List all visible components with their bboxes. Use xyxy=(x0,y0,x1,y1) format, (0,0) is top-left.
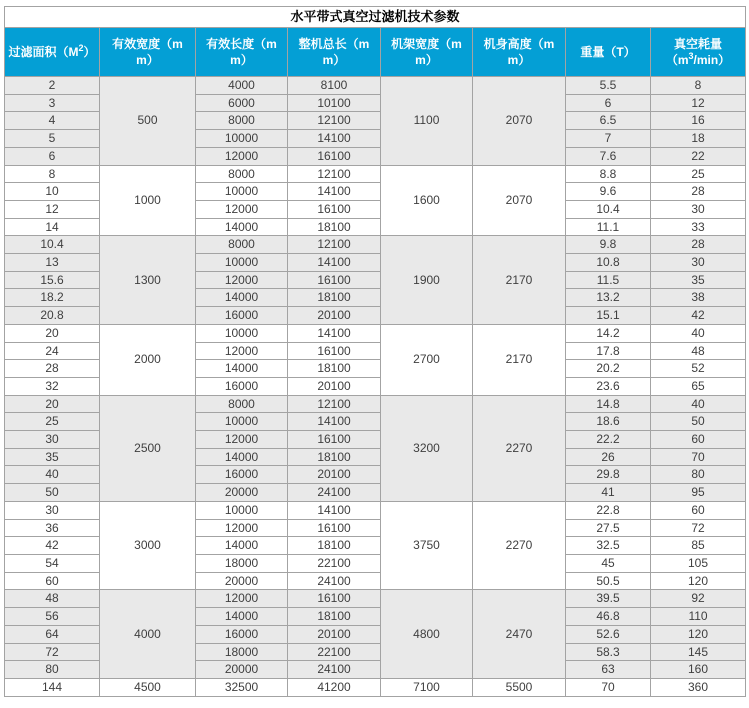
cell-effective-length: 6000 xyxy=(196,94,288,112)
cell-filter-area: 60 xyxy=(5,572,100,590)
cell-total-length: 24100 xyxy=(288,484,381,502)
cell-weight: 14.8 xyxy=(566,395,651,413)
cell-weight: 46.8 xyxy=(566,608,651,626)
cell-total-length: 16100 xyxy=(288,519,381,537)
cell-total-length: 16100 xyxy=(288,147,381,165)
cell-vacuum: 72 xyxy=(651,519,746,537)
spec-row xyxy=(5,501,746,519)
cell-vacuum: 120 xyxy=(651,572,746,590)
cell-filter-area: 13 xyxy=(5,254,100,272)
cell-filter-area: 14 xyxy=(5,218,100,236)
cell-effective-width: 500 xyxy=(100,77,196,166)
cell-effective-length: 18000 xyxy=(196,643,288,661)
cell-filter-area: 64 xyxy=(5,625,100,643)
cell-weight: 10.4 xyxy=(566,200,651,218)
cell-frame-width: 3200 xyxy=(381,395,473,501)
cell-vacuum: 145 xyxy=(651,643,746,661)
cell-total-length: 14100 xyxy=(288,183,381,201)
cell-weight: 39.5 xyxy=(566,590,651,608)
cell-effective-length: 12000 xyxy=(196,519,288,537)
col-header-text: /min） xyxy=(693,53,731,67)
cell-vacuum: 38 xyxy=(651,289,746,307)
cell-effective-length: 32500 xyxy=(196,678,288,696)
cell-filter-area: 144 xyxy=(5,678,100,696)
spec-row xyxy=(5,678,746,696)
cell-effective-length: 10000 xyxy=(196,501,288,519)
cell-frame-width: 1100 xyxy=(381,77,473,166)
cell-total-length: 12100 xyxy=(288,236,381,254)
cell-total-length: 41200 xyxy=(288,678,381,696)
col-header-text: ） xyxy=(83,44,96,59)
cell-filter-area: 56 xyxy=(5,608,100,626)
cell-vacuum: 8 xyxy=(651,77,746,95)
cell-total-length: 18100 xyxy=(288,289,381,307)
cell-frame-width: 1900 xyxy=(381,236,473,325)
cell-effective-length: 12000 xyxy=(196,431,288,449)
cell-total-length: 14100 xyxy=(288,130,381,148)
cell-total-length: 16100 xyxy=(288,200,381,218)
cell-total-length: 12100 xyxy=(288,395,381,413)
cell-total-length: 16100 xyxy=(288,590,381,608)
cell-filter-area: 32 xyxy=(5,377,100,395)
cell-vacuum: 110 xyxy=(651,608,746,626)
cell-weight: 5.5 xyxy=(566,77,651,95)
spec-row xyxy=(5,236,746,254)
col-header-text: 过滤面积（M xyxy=(8,44,79,59)
spec-table xyxy=(4,6,746,697)
cell-vacuum: 42 xyxy=(651,307,746,325)
spec-row xyxy=(5,165,746,183)
cell-total-length: 20100 xyxy=(288,625,381,643)
cell-effective-length: 10000 xyxy=(196,413,288,431)
cell-effective-length: 4000 xyxy=(196,77,288,95)
cell-filter-area: 5 xyxy=(5,130,100,148)
cell-effective-length: 10000 xyxy=(196,130,288,148)
table-header-row xyxy=(5,28,746,77)
col-header-frame-width: 机架宽度（mm） xyxy=(381,28,473,77)
cell-filter-area: 3 xyxy=(5,94,100,112)
cell-total-length: 18100 xyxy=(288,537,381,555)
col-header-effective-length: 有效长度（mm） xyxy=(196,28,288,77)
cell-filter-area: 20 xyxy=(5,324,100,342)
cell-weight: 41 xyxy=(566,484,651,502)
cell-effective-length: 8000 xyxy=(196,112,288,130)
spec-table-container xyxy=(4,6,745,697)
cell-filter-area: 80 xyxy=(5,661,100,679)
cell-vacuum: 92 xyxy=(651,590,746,608)
cell-total-length: 22100 xyxy=(288,554,381,572)
cell-effective-length: 20000 xyxy=(196,661,288,679)
cell-weight: 20.2 xyxy=(566,360,651,378)
cell-filter-area: 15.6 xyxy=(5,271,100,289)
cell-weight: 11.5 xyxy=(566,271,651,289)
cell-total-length: 14100 xyxy=(288,413,381,431)
cell-vacuum: 48 xyxy=(651,342,746,360)
cell-total-length: 20100 xyxy=(288,466,381,484)
cell-filter-area: 36 xyxy=(5,519,100,537)
cell-total-length: 20100 xyxy=(288,307,381,325)
cell-vacuum: 60 xyxy=(651,431,746,449)
cell-weight: 10.8 xyxy=(566,254,651,272)
cell-effective-width: 4000 xyxy=(100,590,196,679)
cell-frame-width: 7100 xyxy=(381,678,473,696)
cell-weight: 26 xyxy=(566,448,651,466)
cell-total-length: 14100 xyxy=(288,324,381,342)
cell-filter-area: 10 xyxy=(5,183,100,201)
cell-total-length: 18100 xyxy=(288,448,381,466)
col-header-effective-width: 有效宽度（mm） xyxy=(100,28,196,77)
spec-row xyxy=(5,324,746,342)
cell-vacuum: 105 xyxy=(651,554,746,572)
cell-effective-length: 8000 xyxy=(196,165,288,183)
cell-effective-length: 14000 xyxy=(196,448,288,466)
cell-vacuum: 25 xyxy=(651,165,746,183)
cell-total-length: 24100 xyxy=(288,572,381,590)
cell-filter-area: 54 xyxy=(5,554,100,572)
col-header-vacuum xyxy=(651,28,746,77)
cell-weight: 8.8 xyxy=(566,165,651,183)
cell-vacuum: 80 xyxy=(651,466,746,484)
cell-weight: 58.3 xyxy=(566,643,651,661)
cell-filter-area: 30 xyxy=(5,431,100,449)
cell-vacuum: 85 xyxy=(651,537,746,555)
cell-vacuum: 40 xyxy=(651,395,746,413)
cell-effective-length: 20000 xyxy=(196,572,288,590)
cell-effective-width: 1000 xyxy=(100,165,196,236)
cell-effective-length: 16000 xyxy=(196,377,288,395)
cell-body-height: 2470 xyxy=(473,590,566,679)
cell-effective-length: 14000 xyxy=(196,218,288,236)
cell-effective-length: 10000 xyxy=(196,183,288,201)
col-header-weight: 重量（T） xyxy=(566,28,651,77)
cell-vacuum: 33 xyxy=(651,218,746,236)
cell-effective-length: 14000 xyxy=(196,289,288,307)
spec-row xyxy=(5,77,746,95)
cell-effective-length: 10000 xyxy=(196,324,288,342)
cell-filter-area: 8 xyxy=(5,165,100,183)
spec-row xyxy=(5,395,746,413)
cell-body-height: 2270 xyxy=(473,395,566,501)
cell-effective-length: 12000 xyxy=(196,271,288,289)
cell-filter-area: 18.2 xyxy=(5,289,100,307)
cell-filter-area: 50 xyxy=(5,484,100,502)
col-header-text: 真空耗量（m xyxy=(665,36,723,67)
cell-effective-length: 14000 xyxy=(196,537,288,555)
cell-body-height: 2070 xyxy=(473,77,566,166)
cell-weight: 14.2 xyxy=(566,324,651,342)
cell-weight: 18.6 xyxy=(566,413,651,431)
cell-vacuum: 12 xyxy=(651,94,746,112)
cell-weight: 29.8 xyxy=(566,466,651,484)
cell-filter-area: 48 xyxy=(5,590,100,608)
cell-total-length: 20100 xyxy=(288,377,381,395)
cell-weight: 6 xyxy=(566,94,651,112)
cell-total-length: 12100 xyxy=(288,112,381,130)
cell-effective-width: 3000 xyxy=(100,501,196,590)
cell-weight: 27.5 xyxy=(566,519,651,537)
cell-total-length: 10100 xyxy=(288,94,381,112)
cell-total-length: 16100 xyxy=(288,342,381,360)
cell-weight: 11.1 xyxy=(566,218,651,236)
cell-total-length: 14100 xyxy=(288,501,381,519)
cell-vacuum: 28 xyxy=(651,236,746,254)
cell-filter-area: 6 xyxy=(5,147,100,165)
cell-vacuum: 360 xyxy=(651,678,746,696)
cell-filter-area: 40 xyxy=(5,466,100,484)
cell-effective-length: 16000 xyxy=(196,307,288,325)
cell-effective-length: 20000 xyxy=(196,484,288,502)
cell-effective-length: 14000 xyxy=(196,608,288,626)
cell-total-length: 18100 xyxy=(288,608,381,626)
cell-weight: 6.5 xyxy=(566,112,651,130)
cell-vacuum: 16 xyxy=(651,112,746,130)
cell-vacuum: 120 xyxy=(651,625,746,643)
cell-weight: 17.8 xyxy=(566,342,651,360)
cell-frame-width: 3750 xyxy=(381,501,473,590)
cell-filter-area: 20.8 xyxy=(5,307,100,325)
cell-filter-area: 12 xyxy=(5,200,100,218)
spec-row xyxy=(5,590,746,608)
cell-weight: 70 xyxy=(566,678,651,696)
cell-total-length: 16100 xyxy=(288,431,381,449)
cell-total-length: 18100 xyxy=(288,360,381,378)
cell-vacuum: 50 xyxy=(651,413,746,431)
cell-total-length: 16100 xyxy=(288,271,381,289)
cell-frame-width: 1600 xyxy=(381,165,473,236)
cell-effective-length: 18000 xyxy=(196,554,288,572)
cell-weight: 9.6 xyxy=(566,183,651,201)
cell-body-height: 2070 xyxy=(473,165,566,236)
cell-effective-length: 16000 xyxy=(196,625,288,643)
cell-body-height: 5500 xyxy=(473,678,566,696)
cell-filter-area: 42 xyxy=(5,537,100,555)
cell-filter-area: 28 xyxy=(5,360,100,378)
cell-filter-area: 10.4 xyxy=(5,236,100,254)
cell-body-height: 2170 xyxy=(473,324,566,395)
cell-filter-area: 72 xyxy=(5,643,100,661)
cell-effective-width: 2000 xyxy=(100,324,196,395)
cell-vacuum: 22 xyxy=(651,147,746,165)
table-title-row xyxy=(5,7,746,28)
cell-vacuum: 60 xyxy=(651,501,746,519)
cell-total-length: 18100 xyxy=(288,218,381,236)
cell-weight: 13.2 xyxy=(566,289,651,307)
col-header-body-height: 机身高度（mm） xyxy=(473,28,566,77)
cell-vacuum: 18 xyxy=(651,130,746,148)
cell-total-length: 8100 xyxy=(288,77,381,95)
cell-filter-area: 35 xyxy=(5,448,100,466)
cell-total-length: 24100 xyxy=(288,661,381,679)
cell-vacuum: 30 xyxy=(651,200,746,218)
cell-total-length: 14100 xyxy=(288,254,381,272)
cell-filter-area: 25 xyxy=(5,413,100,431)
cell-filter-area: 24 xyxy=(5,342,100,360)
cell-body-height: 2270 xyxy=(473,501,566,590)
cell-effective-length: 10000 xyxy=(196,254,288,272)
cell-effective-width: 2500 xyxy=(100,395,196,501)
cell-filter-area: 2 xyxy=(5,77,100,95)
cell-vacuum: 95 xyxy=(651,484,746,502)
cell-vacuum: 30 xyxy=(651,254,746,272)
cell-effective-length: 12000 xyxy=(196,342,288,360)
col-header-filter-area xyxy=(5,28,100,77)
cell-filter-area: 4 xyxy=(5,112,100,130)
cell-filter-area: 30 xyxy=(5,501,100,519)
cell-weight: 22.8 xyxy=(566,501,651,519)
cell-weight: 23.6 xyxy=(566,377,651,395)
cell-weight: 15.1 xyxy=(566,307,651,325)
cell-weight: 63 xyxy=(566,661,651,679)
cell-weight: 22.2 xyxy=(566,431,651,449)
cell-vacuum: 28 xyxy=(651,183,746,201)
cell-effective-width: 4500 xyxy=(100,678,196,696)
cell-vacuum: 70 xyxy=(651,448,746,466)
cell-effective-length: 8000 xyxy=(196,395,288,413)
cell-weight: 7 xyxy=(566,130,651,148)
cell-effective-length: 16000 xyxy=(196,466,288,484)
cell-weight: 50.5 xyxy=(566,572,651,590)
cell-vacuum: 35 xyxy=(651,271,746,289)
cell-effective-length: 12000 xyxy=(196,590,288,608)
spec-table-body xyxy=(5,77,746,697)
cell-body-height: 2170 xyxy=(473,236,566,325)
cell-effective-width: 1300 xyxy=(100,236,196,325)
cell-filter-area: 20 xyxy=(5,395,100,413)
cell-frame-width: 4800 xyxy=(381,590,473,679)
cell-weight: 32.5 xyxy=(566,537,651,555)
cell-effective-length: 12000 xyxy=(196,147,288,165)
cell-total-length: 12100 xyxy=(288,165,381,183)
cell-effective-length: 8000 xyxy=(196,236,288,254)
cell-vacuum: 65 xyxy=(651,377,746,395)
col-header-total-length: 整机总长（mm） xyxy=(288,28,381,77)
cell-effective-length: 14000 xyxy=(196,360,288,378)
cell-vacuum: 52 xyxy=(651,360,746,378)
cell-total-length: 22100 xyxy=(288,643,381,661)
superscript: 3 xyxy=(688,51,694,61)
cell-vacuum: 40 xyxy=(651,324,746,342)
cell-weight: 9.8 xyxy=(566,236,651,254)
cell-weight: 52.6 xyxy=(566,625,651,643)
table-title: 水平带式真空过滤机技术参数 xyxy=(5,7,746,28)
cell-weight: 7.6 xyxy=(566,147,651,165)
cell-frame-width: 2700 xyxy=(381,324,473,395)
cell-vacuum: 160 xyxy=(651,661,746,679)
cell-effective-length: 12000 xyxy=(196,200,288,218)
superscript: 2 xyxy=(78,42,84,53)
cell-weight: 45 xyxy=(566,554,651,572)
